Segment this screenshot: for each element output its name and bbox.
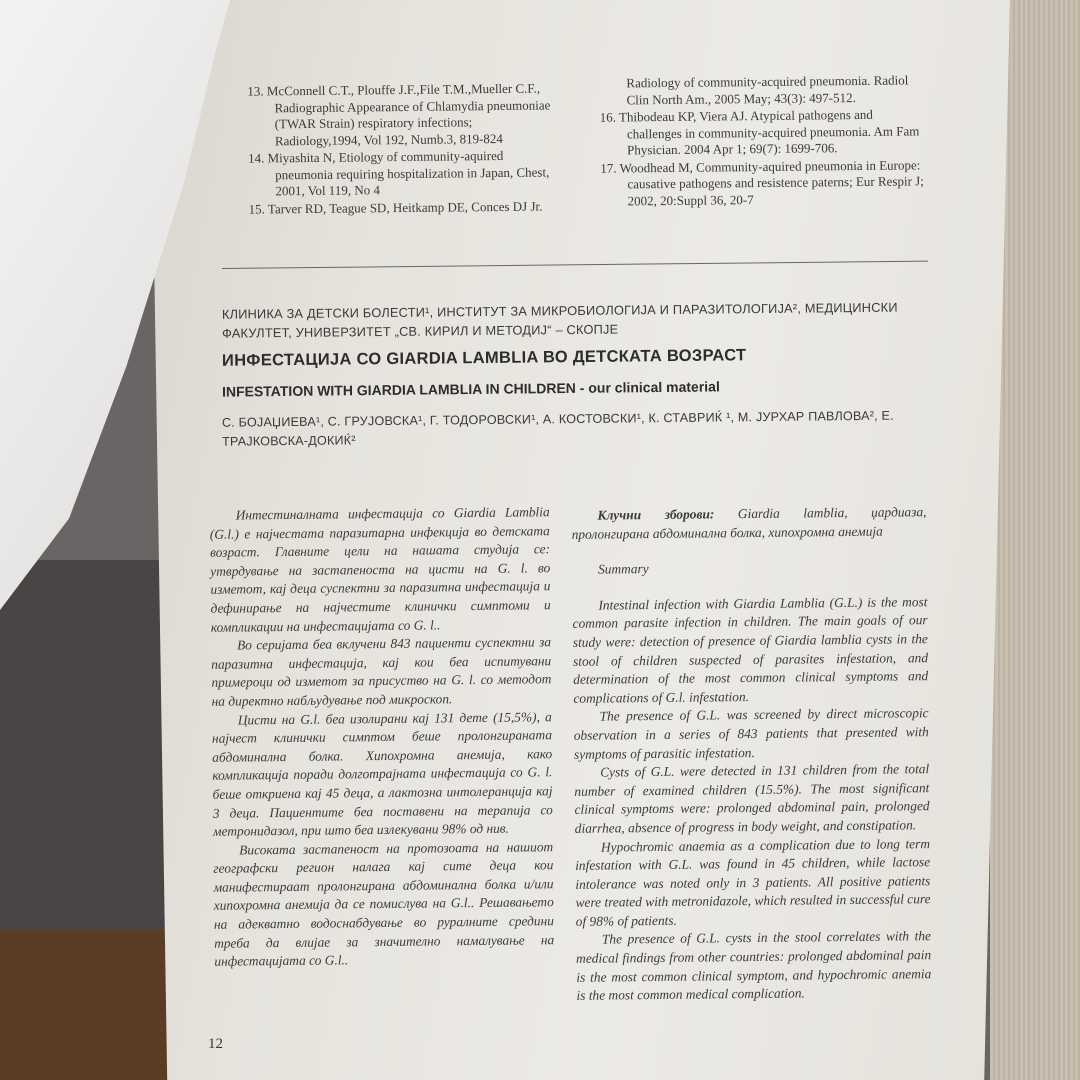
reference-16: 16. Thibodeau KP, Viera AJ. Atypical pathogens and challenges in community-acquired pneumonia. Am Fam Physician. 2004 Apr 1; 69(7): 1699-706. — [599, 106, 920, 158]
reference-17: 17. Woodhead M, Community-aquired pneumonia in Europe: causative pathogens and resistence paterns; Eur Respir J; 2002, 20:Suppl 36, 20-7 — [600, 156, 924, 208]
summary-paragraph: Intestinal infection with Giardia Lamblia (G.L.) is the most common parasite infection in children. The main goals of our study were: detection of presence of Giardia lamblia cysts in the stool of children suspected of parasites infestation, and determination of the most common clinical symptoms and complications of G.l. infestation. — [572, 593, 929, 706]
summary-paragraph: Hypochromic anaemia as a complication due to long term infestation with G.L. was found in 45 children, while lactose intolerance was noted only in 3 patients. All positive patients were treated with metronidazole, which resulted in successful cure of 98% of patients. — [575, 835, 931, 929]
summary-heading: Summary — [597, 561, 649, 577]
abstract-mk-paragraph: Интестиналната инфестација со Giardia Lamblia (G.l.) е најчестата паразитарна инфекција во детската возраст. Главните цели на нашата студија се: утврдување на застапеноста на цисти на G. l. во изметот, кај деца суспектни за паразитна инфестација и дефинирање на најчестите клинички симптоми и компликации на инфестацијата со G. l.. — [209, 504, 551, 635]
references-left — [247, 80, 560, 218]
reference-15-cont: Radiology of community-acquired pneumonia. Radiol Clin North Am., 2005 May; 43(3): 497-512. — [626, 72, 909, 107]
abstract-mk-paragraph: Високата застапеност на протозоата на нашиот географски регион налага кај сите деца кои манифестираат пролонгирана абдоминална болка и/или хипохромна анемија да се помислува на G.l.. Решавањето на адекватно водоснабдување во руралните средини треба да влијае за значително намалување на инфестацијата со G.l.. — [213, 838, 555, 970]
keywords — [571, 503, 926, 544]
summary-paragraph: Cysts of G.L. were detected in 131 children from the total number of examined children (15.5%). The most significant clinical symptoms were: prolonged abdominal pain, prolonged diarrhea, absence of progress in body weight, and constipation. — [574, 761, 930, 836]
abstract-mk-paragraph: Во серијата беа вклучени 843 пациенти суспектни за паразитна инфестација, кај кои беа испитувани примероци од изметот за присуство на G. l. со методот на директно набљудување под микроскоп. — [211, 634, 552, 709]
affiliation: КЛИНИКА ЗА ДЕТСКИ БОЛЕСТИ¹, ИНСТИТУТ ЗА МИКРОБИОЛОГИЈА И ПАРАЗИТОЛОГИЈА², МЕДИЦИНСКИ ФАКУЛТЕТ, УНИВЕРЗИТЕТ „СВ. КИРИЛ И МЕТОДИЈ“ – СКОПЈЕ — [221, 299, 898, 341]
authors: С. БОЈАЏИЕВА¹, С. ГРУЈОВСКА¹, Г. ТОДОРОВСКИ¹, А. КОСТОВСКИ¹, К. СТАВРИЌ ¹, М. ЈУРХАР ПАВЛОВА², Е. ТРАЈКОВСКА-ДОКИЌ² — [221, 408, 894, 449]
article-title-mk: ИНФЕСТАЦИЈА СО GIARDIA LAMBLIA ВО ДЕТСКАТА ВОЗРАСТ — [221, 346, 747, 370]
summary-paragraph: The presence of G.L. was screened by direct microscopic observation in a series of 843 patients that presented with symptoms of parasitic infestation. — [573, 705, 929, 762]
abstract-en-column — [571, 503, 931, 1006]
reference-15: 15. Tarver RD, Teague SD, Heitkamp DE, Conces DJ Jr. — [248, 198, 543, 217]
abstract-mk-paragraph: Цисти на G.l. беа изолирани кај 131 дете (15,5%), а најчест клинички симптом беше пролонгираната абдоминална болка. Хипохромна анемија, како компликација поради долготрајната инфестација со G. l. беше откриена кај 45 деца, а лактозна интолеранција кај 3 деца. Пациентите беа поставени на терапија со метронидазол, при што беа излекувани 98% од нив. — [211, 708, 553, 839]
page-number: 12 — [208, 1036, 223, 1052]
summary-paragraph: The presence of G.L. cysts in the stool correlates with the medical findings from other countries: prolonged abdominal pain is the most common clinical symptom, and hypochromic anemia is the most common medical complication. — [576, 928, 932, 1004]
keywords-text: Giardia lamblia, џардиаза, пролонгирана абдоминална болка, хипохромна анемија — [571, 504, 927, 542]
references-right — [599, 72, 925, 210]
reference-14: 14. Miyashita N, Etiology of community-aquired pneumonia requiring hospitalization in Japan, Chest, 2001, Vol 119, No 4 — [248, 147, 550, 199]
reference-13: 13. McConnell C.T., Plouffe J.F.,File T.M.,Mueller C.F., Radiographic Appearance of Chlamydia pneumoniae (TWAR Strain) respiratory infections; Radiology,1994, Vol 192, Numb.3, 819-824 — [247, 80, 551, 148]
keywords-label: Клучни зборови: — [597, 506, 715, 523]
article-title-en: INFESTATION WITH GIARDIA LAMBLIA IN CHILDREN - our clinical material — [221, 378, 720, 400]
abstract-mk — [210, 503, 555, 971]
